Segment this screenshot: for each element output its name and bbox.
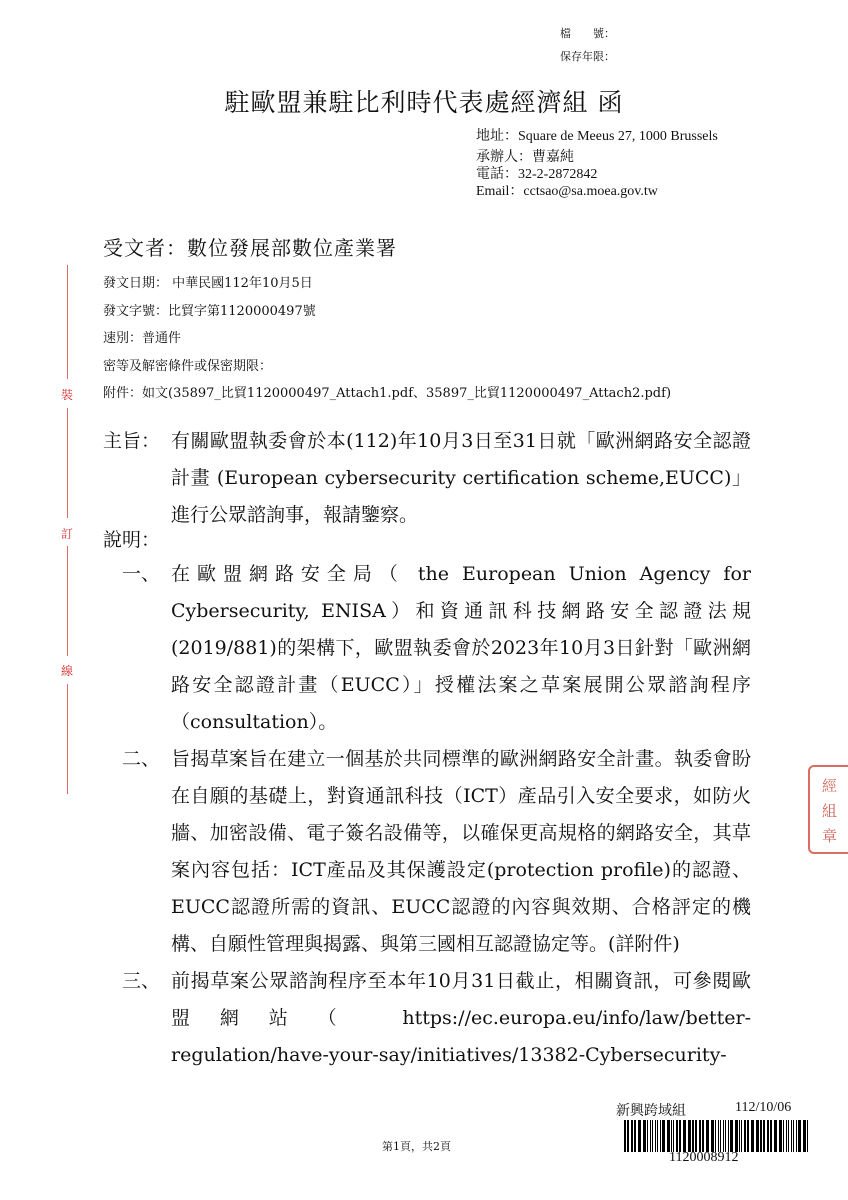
classification: 密等及解密條件或保密期限： xyxy=(103,358,273,374)
barcode-bar xyxy=(763,1120,765,1152)
barcode-bar xyxy=(788,1120,789,1152)
barcode-bar xyxy=(662,1120,665,1152)
barcode-bar xyxy=(699,1120,701,1152)
barcode-bar xyxy=(638,1120,641,1152)
footer-unit: 新興跨域組 xyxy=(616,1103,686,1119)
barcode-bar xyxy=(744,1120,746,1152)
barcode-number: 1120008912 xyxy=(669,1150,739,1165)
barcode-bar xyxy=(660,1120,661,1152)
barcode-bar xyxy=(728,1120,729,1152)
explanation-item xyxy=(103,741,751,963)
attachments: 附件：如文(35897_比貿1120000497_Attach1.pdf、35897_比貿1120000497_Attach2.pdf) xyxy=(103,386,672,401)
barcode-bar xyxy=(631,1120,633,1152)
barcode-bar xyxy=(798,1120,801,1152)
seal-char: 經 xyxy=(822,777,838,795)
subject-section xyxy=(103,423,751,534)
binding-line-segment xyxy=(67,408,68,518)
barcode-bar xyxy=(634,1120,636,1152)
seal-char: 組 xyxy=(822,802,838,820)
barcode-bar xyxy=(739,1120,740,1152)
barcode-bar xyxy=(702,1120,704,1152)
barcode-bar xyxy=(723,1120,724,1152)
barcode-bar xyxy=(807,1120,808,1152)
barcode-bar xyxy=(679,1120,681,1152)
barcode-bar xyxy=(767,1120,769,1152)
binding-line-segment xyxy=(67,265,68,379)
barcode xyxy=(624,1120,808,1152)
doc-number: 發文字號：比貿字第1120000497號 xyxy=(103,303,316,319)
barcode-bar xyxy=(692,1120,694,1152)
item-text: 前揭草案公眾諮詢程序至本年10月31日截止，相關資訊，可參閱歐盟網站（ https://ec.europa.eu/info/law/better-regulation/have-your-say/initiatives/13382-Cybersecurity- xyxy=(171,970,751,1066)
issue-date: 發文日期： 中華民國112年10月5日 xyxy=(103,276,313,291)
barcode-bar xyxy=(720,1120,721,1152)
barcode-bar xyxy=(741,1120,742,1152)
barcode-bar xyxy=(760,1120,762,1152)
barcode-bar xyxy=(647,1120,648,1152)
footer-date: 112/10/06 xyxy=(735,1100,792,1115)
barcode-bar xyxy=(652,1120,653,1152)
barcode-bar xyxy=(791,1120,792,1152)
retention-label: 保存年限： xyxy=(560,50,615,63)
barcode-bar xyxy=(786,1120,787,1152)
item-number: 三、 xyxy=(122,970,161,992)
explanation-item xyxy=(103,556,751,741)
item-text: 旨揭草案旨在建立一個基於共同標準的歐洲網路安全計畫。執委會盼在自願的基礎上，對資通訊科技（ICT）產品引入安全要求，如防火牆、加密設備、電子簽名設備等，以確保更高規格的網路安全，其草案內容包括：ICT產品及其保護設定(protection profile)的認證、EUCC認證所需的資訊、EUCC認證的內容與效期、合格評定的機構、自願性管理與揭露、與第三國相互認證協定等。(詳附件) xyxy=(171,748,751,955)
barcode-bar xyxy=(683,1120,686,1152)
binding-line-segment xyxy=(67,684,68,794)
barcode-bar xyxy=(667,1120,670,1152)
item-text: 在歐盟網路安全局（ the European Union Agency for Cybersecurity, ENISA）和資通訊科技網路安全認證法規(2019/881)的架構下，歐盟執委會於2023年10月3日針對「歐洲網路安全認證計畫（EUCC）」授權法案之草案展開公眾諮詢程序（consultation）。 xyxy=(171,563,751,733)
barcode-bar xyxy=(793,1120,794,1152)
barcode-bar xyxy=(688,1120,691,1152)
barcode-bar xyxy=(655,1120,656,1152)
binding-line-segment xyxy=(67,546,68,656)
barcode-bar xyxy=(706,1120,709,1152)
barcode-bar xyxy=(803,1120,806,1152)
item-number: 二、 xyxy=(122,748,161,770)
barcode-bar xyxy=(711,1120,714,1152)
barcode-bar xyxy=(796,1120,797,1152)
explanation-label: 說明： xyxy=(103,529,161,551)
sender-contact-person: 承辦人：曹嘉純 xyxy=(476,150,574,165)
barcode-bar xyxy=(673,1120,674,1152)
document-title: 駐歐盟兼駐比利時代表處經濟組 函 xyxy=(224,88,624,117)
binding-mark: 訂 xyxy=(61,527,74,541)
barcode-bar xyxy=(643,1120,646,1152)
page-number: 第1頁，共2頁 xyxy=(382,1140,451,1153)
barcode-bar xyxy=(725,1120,726,1152)
explanation-list xyxy=(103,556,751,1074)
barcode-bar xyxy=(770,1120,772,1152)
binding-mark: 裝 xyxy=(61,388,74,402)
document-meta xyxy=(103,270,671,408)
barcode-bar xyxy=(718,1120,719,1152)
sender-phone: 電話：32-2-2872842 xyxy=(476,167,598,182)
explanation-item xyxy=(103,963,751,1074)
file-number-label: 檔 號： xyxy=(560,27,615,40)
sender-address: 地址：Square de Meeus 27, 1000 Brussels xyxy=(476,129,718,144)
barcode-bar xyxy=(783,1120,784,1152)
barcode-bar xyxy=(730,1120,733,1152)
barcode-bar xyxy=(627,1120,629,1152)
barcode-bar xyxy=(671,1120,672,1152)
subject-text: 有關歐盟執委會於本(112)年10月3日至31日就「歐洲網路安全認證計畫 (European cybersecurity certification scheme,EUCC)」進行公眾諮詢事，報請鑒察。 xyxy=(171,430,751,526)
sender-info xyxy=(476,128,718,200)
barcode-bar xyxy=(715,1120,716,1152)
barcode-bar xyxy=(774,1120,777,1152)
barcode-bar xyxy=(657,1120,658,1152)
seal-char: 章 xyxy=(822,827,838,845)
binding-mark: 線 xyxy=(61,664,74,678)
item-number: 一、 xyxy=(122,563,161,585)
barcode-bar xyxy=(695,1120,697,1152)
barcode-bar xyxy=(735,1120,738,1152)
sender-email: Email：cctsao@sa.moea.gov.tw xyxy=(476,184,658,199)
barcode-bar xyxy=(779,1120,782,1152)
barcode-bar xyxy=(650,1120,651,1152)
barcode-bar xyxy=(751,1120,754,1152)
official-seal xyxy=(808,765,848,854)
speed: 速別：普通件 xyxy=(103,331,182,346)
barcode-bar xyxy=(676,1120,678,1152)
barcode-bar xyxy=(756,1120,759,1152)
subject-label: 主旨： xyxy=(103,430,161,452)
recipient: 受文者：數位發展部數位產業署 xyxy=(103,236,397,260)
barcode-bar xyxy=(747,1120,749,1152)
barcode-bar xyxy=(624,1120,626,1152)
